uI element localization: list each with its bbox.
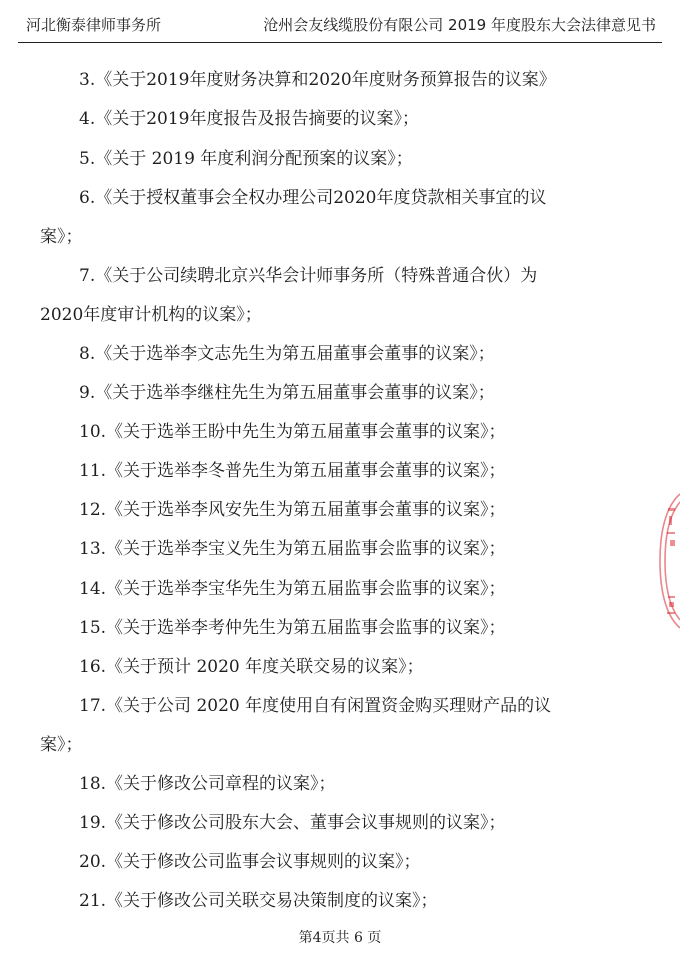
agenda-item-14: 14.《关于选举李宝华先生为第五届监事会监事的议案》； (79, 579, 506, 599)
agenda-item-9: 9.《关于选举李继柱先生为第五届董事会董事的议案》； (79, 383, 495, 403)
agenda-item-17-continued: 案》； (40, 735, 83, 755)
agenda-item-6-continued: 案》； (40, 227, 83, 247)
agenda-item-13: 13.《关于选举李宝义先生为第五届监事会监事的议案》； (79, 539, 506, 559)
agenda-item-5: 5.《关于 2019 年度利润分配预案的议案》； (79, 149, 413, 169)
agenda-item-10: 10.《关于选举王盼中先生为第五届董事会董事的议案》； (79, 422, 506, 442)
seal-stamp-icon (654, 486, 680, 636)
agenda-item-18: 18.《关于修改公司章程的议案》； (79, 774, 336, 794)
agenda-item-17: 17.《关于公司 2020 年度使用自有闲置资金购买理财产品的议 (79, 696, 552, 716)
agenda-item-8: 8.《关于选举李文志先生为第五届董事会董事的议案》； (79, 344, 495, 364)
page-header (18, 0, 662, 43)
agenda-item-15: 15.《关于选举李考仲先生为第五届监事会监事的议案》； (79, 618, 506, 638)
agenda-item-21: 21.《关于修改公司关联交易决策制度的议案》； (79, 891, 438, 911)
agenda-item-20: 20.《关于修改公司监事会议事规则的议案》； (79, 852, 421, 872)
agenda-item-3: 3.《关于2019年度财务决算和2020年度财务预算报告的议案》 (79, 70, 556, 90)
agenda-item-7-continued: 2020年度审计机构的议案》； (40, 305, 262, 325)
agenda-item-4: 4.《关于2019年度报告及报告摘要的议案》； (79, 109, 419, 129)
agenda-item-19: 19.《关于修改公司股东大会、董事会议事规则的议案》； (79, 813, 506, 833)
header-document-title: 沧州会友线缆股份有限公司 2019 年度股东大会法律意见书 (263, 16, 656, 34)
page-number: 第4页共 6 页 (298, 930, 382, 946)
agenda-item-7: 7.《关于公司续聘北京兴华会计师事务所（特殊普通合伙）为 (79, 266, 538, 286)
agenda-item-12: 12.《关于选举李风安先生为第五届董事会董事的议案》； (79, 500, 506, 520)
agenda-item-6: 6.《关于授权董事会全权办理公司2020年度贷款相关事宜的议 (79, 188, 547, 208)
header-firm-name: 河北衡泰律师事务所 (26, 16, 162, 34)
agenda-item-16: 16.《关于预计 2020 年度关联交易的议案》； (79, 657, 424, 677)
agenda-item-11: 11.《关于选举李冬普先生为第五届董事会董事的议案》； (79, 461, 506, 481)
